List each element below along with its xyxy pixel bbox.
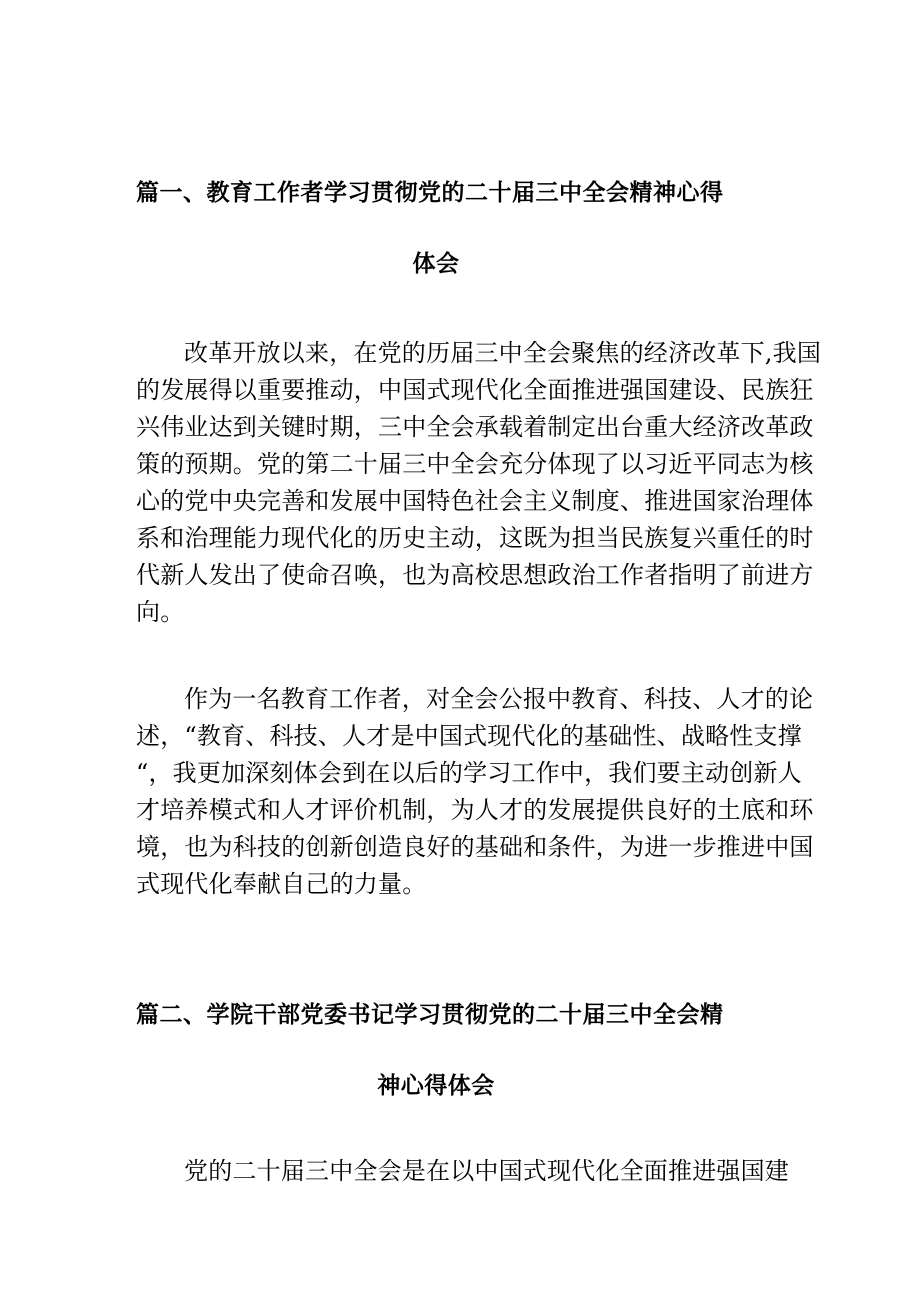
- paragraph-line: 心的党中央完善和发展中国特色社会主义制度、推进国家治理体: [136, 487, 814, 515]
- paragraph-line: 党的二十届三中全会是在以中国式现代化全面推进强国建: [184, 1157, 789, 1185]
- section2-heading-line1: 篇二、学院干部党委书记学习贯彻党的二十届三中全会精: [136, 1002, 724, 1028]
- section1-heading-line1: 篇一、教育工作者学习贯彻党的二十届三中全会精神心得: [136, 180, 724, 206]
- paragraph-line: 式现代化奉献自己的力量。: [136, 870, 427, 898]
- paragraph-line: 的发展得以重要推动，中国式现代化全面推进强国建设、民族狂: [136, 376, 814, 404]
- paragraph-line: 境，也为科技的创新创造良好的基础和条件，为进一步推进中国: [136, 833, 814, 861]
- paragraph-line: 改革开放以来，在党的历届三中全会聚焦的经济改革下,我国: [184, 339, 822, 367]
- section1-paragraph1: [136, 335, 822, 631]
- paragraph-line: 系和治理能力现代化的历史主动，这既为担当民族复兴重任的时: [136, 524, 814, 552]
- section2-heading: [136, 996, 736, 1100]
- paragraph-line: 述，“教育、科技、人才是中国式现代化的基础性、战略性支撑: [136, 722, 802, 750]
- section1-heading: [136, 174, 736, 278]
- paragraph-line: 向。: [136, 598, 185, 626]
- section1-heading-line2: 体会: [412, 251, 460, 277]
- section2-heading-line2: 神心得体会: [377, 1073, 495, 1099]
- paragraph-line: 策的预期。党的第二十届三中全会充分体现了以习近平同志为核: [136, 450, 814, 478]
- paragraph-line: 代新人发出了使命召唤，也为高校思想政治工作者指明了前进方: [136, 561, 814, 589]
- paragraph-line: 作为一名教育工作者，对全会公报中教育、科技、人才的论: [184, 685, 814, 713]
- section1-paragraph2: [136, 681, 814, 903]
- section2-paragraph1: [136, 1153, 789, 1190]
- paragraph-line: 才培养模式和人才评价机制，为人才的发展提供良好的土底和环: [136, 796, 814, 824]
- paragraph-line: 兴伟业达到关键时期，三中全会承载着制定出台重大经济改革政: [136, 413, 814, 441]
- paragraph-line: “，我更加深刻体会到在以后的学习工作中，我们要主动创新人: [136, 759, 802, 787]
